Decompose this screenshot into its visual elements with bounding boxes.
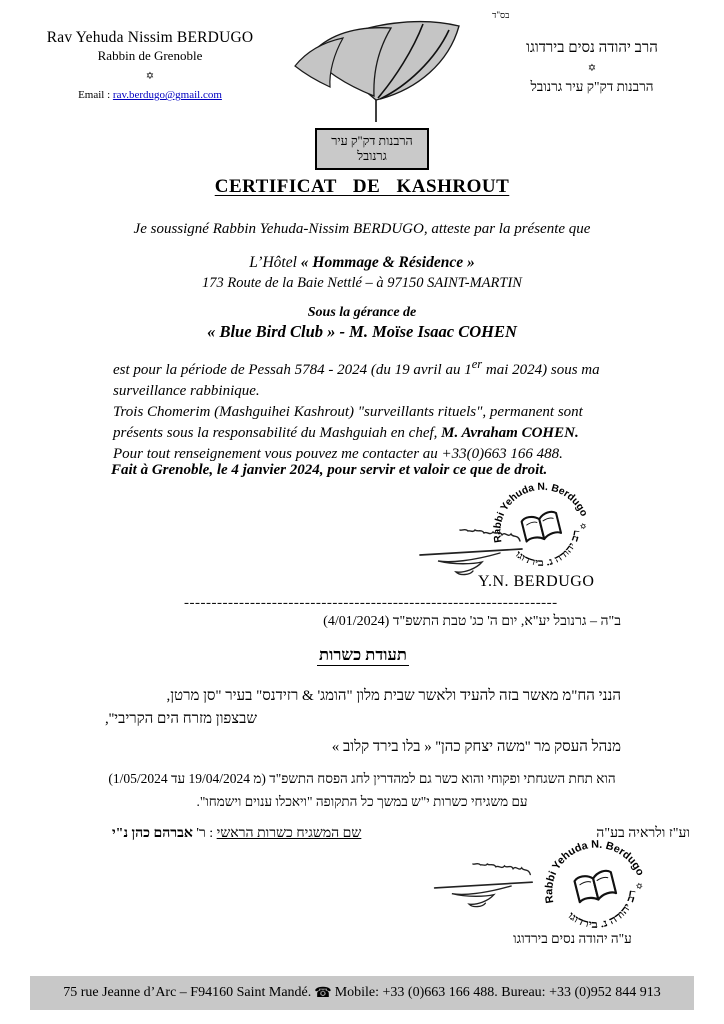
hebrew-p2-line2: עם משגיחי כשרות י"ש במשך כל התקופה "ויאכלו ענוים וישמחו". (196, 794, 528, 809)
rabbi-name-hebrew: הרב יהודה נסים בירדוגו (526, 40, 658, 56)
hotel-name: « Hommage & Résidence » (300, 254, 475, 271)
hebrew-p1-line1: הנני הח"מ מאשר בזה להעיד ולאשר שבית מלון "הומג' & רזידנס" בעיר "סן מרטן, (166, 688, 621, 704)
period-sentence: est pour la période de Pessah 5784 - 2024 (du 19 avril au 1er mai 2024) sous ma surveillance rabbinique. (113, 357, 600, 399)
hebrew-signoff: ע"ה יהודה נסים בירדוגו (513, 931, 632, 946)
stamp-star-icon: ✡ (634, 880, 645, 892)
email-link[interactable]: rav.berdugo@gmail.com (112, 89, 222, 101)
email-line (20, 89, 280, 101)
management-intro: Sous la gérance de (307, 305, 417, 320)
certificate-title: CERTIFICAT DE KASHROUT (214, 176, 510, 197)
witness-text: וע"ז ולראיה בע"ה (596, 826, 690, 841)
hebrew-date-line: ב"ה – גרנובל יע"א, יום ה' כג' טבת התשפ"ד (4/01/2024) (323, 614, 621, 629)
management-name: « Blue Bird Club » - M. Moïse Isaac COHEN (207, 322, 517, 341)
stamp-top-text: Rabbi Yehuda N. Berdugo (492, 481, 590, 544)
rabbi-role: Rabbin de Grenoble (97, 48, 203, 63)
hotel-name-line (0, 254, 724, 272)
footer-address: 75 rue Jeanne d’Arc – F94160 Saint Mandé. (63, 985, 312, 1000)
supervisors-sentence: Trois Chomerim (Mashguihei Kashrout) "surveillants rituels", permanent sont présents sous la responsabilité du Mashguiah en chef, M. Avraham COHEN. (113, 404, 583, 441)
supervisor-separator: : ר' (192, 826, 217, 841)
hotel-prefix: L’Hôtel (249, 254, 301, 271)
divider-dashes: -------------------------------------------------------------------- (184, 595, 558, 611)
star-of-david-icon: ✡ (587, 63, 597, 74)
hotel-address: 173 Route de la Baie Nettlé – à 97150 SAINT-MARTIN (202, 275, 522, 291)
rabbinate-box-label: הרבנות דק"ק עיר גרנובל (315, 128, 429, 170)
phone-icon: ☎ (314, 985, 332, 1001)
rabbinate-name-hebrew: הרבנות דק"ק עיר גרנובל (530, 79, 654, 94)
supervisor-line (112, 826, 361, 842)
rabbi-name-latin: Rav Yehuda Nissim BERDUGO (46, 29, 254, 46)
hebrew-manager-line: מנהל העסק מר ''משה יצחק כהן'' « בלו בירד קלוב » (331, 739, 621, 755)
hebrew-p1-line2: שבצפון מזרח הים הקריבי'', (105, 711, 257, 727)
open-book-icon (521, 511, 561, 544)
email-label: Email : (78, 89, 113, 101)
stamp-top-text: Rabbi Yehuda N. Berdugo (543, 838, 647, 905)
header-left (20, 29, 280, 101)
certification-paragraph (113, 354, 627, 465)
intro-line: Je soussigné Rabbin Yehuda-Nissim BERDUGO, atteste par la présente que (133, 221, 591, 237)
signature-scribble (427, 861, 537, 916)
signer-name: Y.N. BERDUGO (478, 573, 595, 590)
menorah-graphic-block (283, 20, 461, 170)
stamp-bottom-text: הרב יהודה נ. בירדוגו (518, 838, 639, 931)
open-book-icon (574, 869, 617, 904)
footer-bar (30, 976, 694, 1010)
chief-mashguiah-name: M. Avraham COHEN. (441, 425, 579, 441)
hebrew-paragraph-1 (105, 685, 621, 731)
menorah-icon (283, 20, 461, 122)
bsd-inscription: בס"ד (492, 10, 510, 20)
header-right (492, 40, 692, 95)
attestation-line: Fait à Grenoble, le 4 janvier 2024, pour servir et valoir ce que de droit. (111, 462, 548, 478)
hebrew-p2-line1: הוא תחת השגחתי ופקוחי והוא כשר גם למהדרין לחג הפסח התשפ"ד (מ 19/04/2024 עד 1/05/2024) (108, 771, 616, 786)
contact-sentence: Pour tout renseignement vous pouvez me contacter au +33(0)663 166 488. (113, 446, 563, 462)
footer-phones: Mobile: +33 (0)663 166 488. Bureau: +33 (0)952 844 913 (334, 985, 661, 1000)
stamp-star-icon: ✡ (578, 521, 588, 532)
ordinal-superscript: er (471, 357, 483, 371)
supervisor-name: אברהם כהן נ"י (112, 826, 193, 841)
supervisor-label: שם המשגיח כשרות הראשי (216, 826, 362, 841)
star-of-david-icon: ✡ (145, 71, 155, 82)
hebrew-paragraph-2 (92, 767, 632, 813)
hebrew-certificate-title: תעודת כשרות (319, 645, 407, 664)
stamp-bottom-text: הרב יהודה נ. בירדוגו (468, 480, 583, 569)
